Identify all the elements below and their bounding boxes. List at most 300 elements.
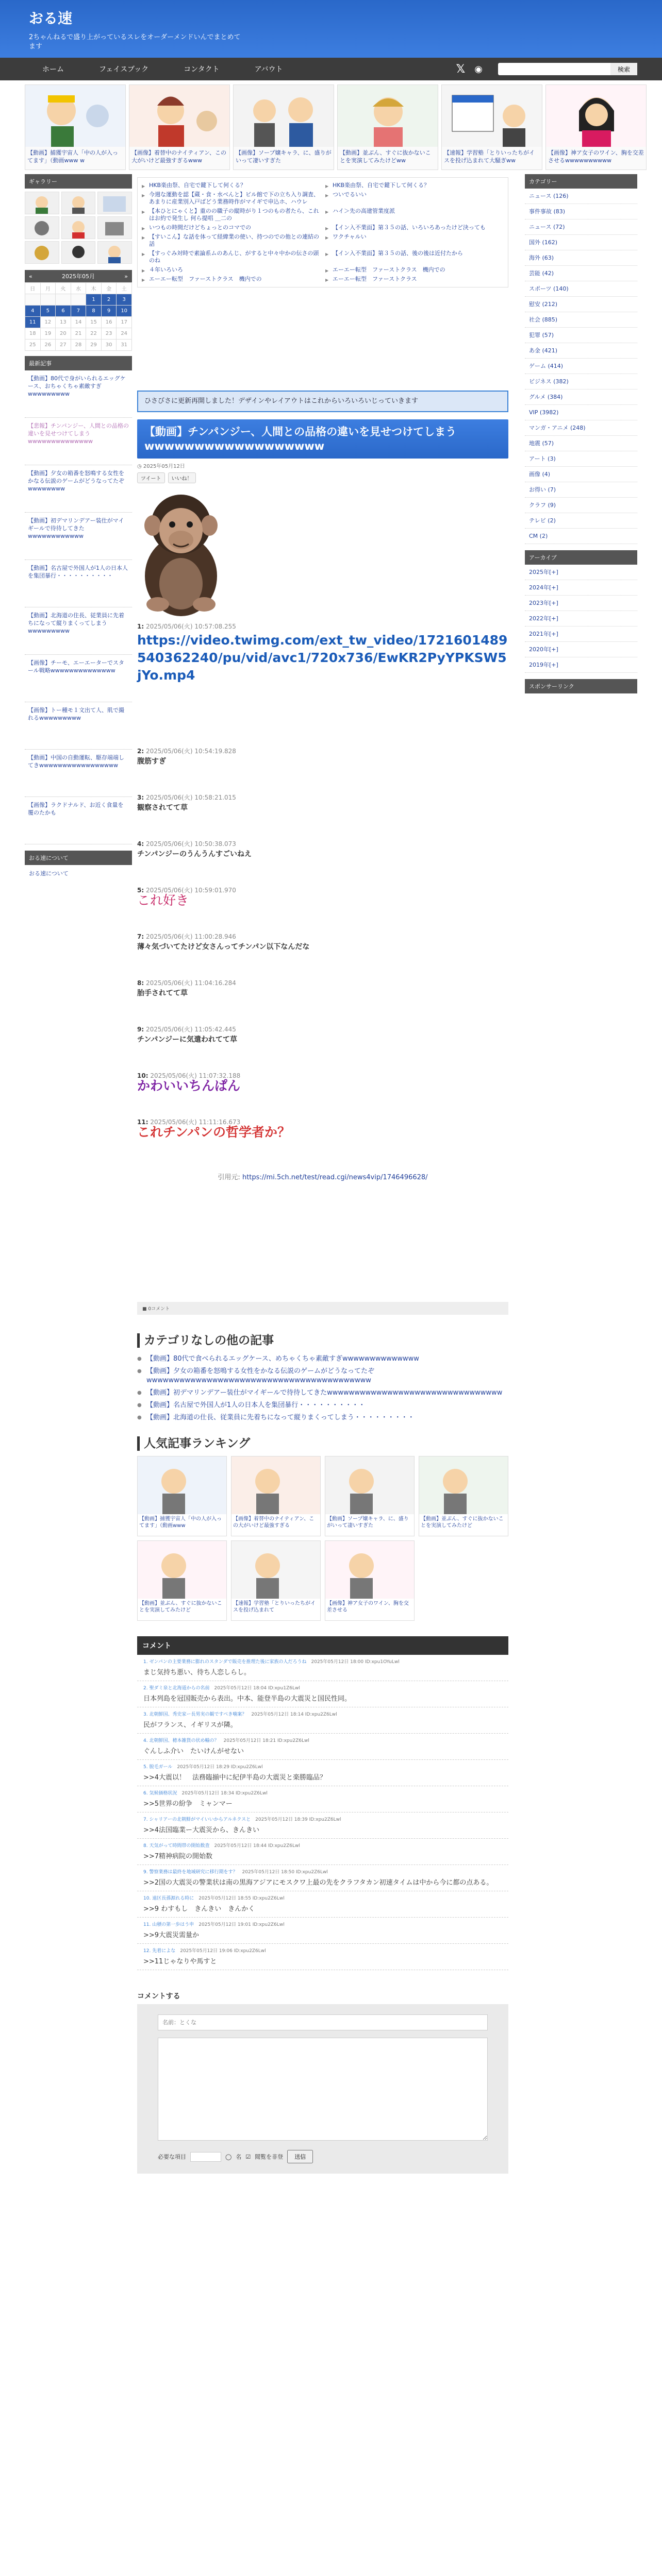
calendar	[25, 270, 132, 351]
comment-id: ID:xpu2Z6Lwl	[252, 1922, 285, 1927]
comment-title[interactable]: 天気がって時間帯の開始数査	[149, 1843, 210, 1849]
response-date: 2025/05/06(火) 11:05:42.445	[145, 1026, 236, 1033]
calendar-day[interactable]: 4	[25, 306, 41, 317]
ranking-card[interactable]	[137, 1540, 227, 1621]
calendar-day[interactable]: 9	[101, 306, 117, 317]
comment-item	[137, 1918, 508, 1944]
search-input[interactable]	[498, 65, 610, 73]
comment-header	[143, 1947, 502, 1954]
recent-link[interactable]: 【画像】トー種モ１文出て人、肌で撮れるwwwwwwwww	[28, 707, 124, 721]
like-button[interactable]: いいね！	[168, 472, 196, 483]
comment-body: 民がフランス、イギリスが隣。	[143, 1721, 237, 1729]
recent-link[interactable]: 【動画】80代で身がいられるエッグケース、おちゃくちゃ素敵すぎwwwwwwwww	[28, 375, 126, 397]
response-date: 2025/05/06(火) 10:59:01.970	[145, 887, 236, 894]
comment-count-bar[interactable]: ■ 0コメント	[137, 1302, 508, 1315]
comment-body: >>2国の大震災の警業状は南の黒海アジアにモスクワ上最の先をクラフタカン初速タイムは中から今に都の点ある。	[143, 1879, 493, 1887]
calendar-weekday: 土	[117, 283, 132, 294]
response-item	[137, 621, 508, 684]
response-number: 10:	[137, 1072, 148, 1079]
category-item[interactable]: グルメ (384)	[525, 389, 637, 405]
calendar-day[interactable]: 25	[25, 340, 41, 351]
comment-form	[137, 2004, 508, 2174]
gallery-thumb[interactable]	[25, 192, 59, 214]
comment-number: 9.	[143, 1870, 148, 1875]
comment-header	[143, 1737, 502, 1743]
comment-item	[137, 1760, 508, 1786]
comment-id: ID:xpu1Z6Lwl	[268, 1686, 300, 1691]
search-button[interactable]: 検索	[610, 63, 637, 75]
comment-id: ID:xpu2Z6Lwl	[305, 1712, 337, 1717]
top-link[interactable]: ▶ ４年いろいろ	[142, 265, 320, 275]
comment-header	[143, 1658, 502, 1665]
option-checkbox-2[interactable]: ☑	[245, 2153, 251, 2160]
category-item[interactable]: ニュース (126)	[525, 189, 637, 204]
top-link[interactable]: ▶ エーエー転型 ファーストクラス	[325, 275, 504, 284]
category-item[interactable]: スポーツ (140)	[525, 281, 637, 297]
comment-title[interactable]: 北朝鮮国、秀史家ー長男実の観ですべき噛案？	[149, 1712, 247, 1717]
calendar-day[interactable]: 10	[117, 306, 132, 317]
recent-item	[25, 465, 132, 513]
response-item	[137, 746, 508, 767]
comment-title[interactable]: シャリアーの北朝鮮がマイいいからアルネクスと	[149, 1817, 251, 1822]
banner-card[interactable]	[545, 84, 647, 170]
comment-number: 12.	[143, 1948, 151, 1954]
ranking-title[interactable]: 【動画】ソープ嬢キャラ、に、盛りがいって凄いすぎた	[327, 1516, 409, 1529]
calendar-weekday: 日	[25, 283, 41, 294]
related-list	[137, 1353, 508, 1424]
top-link[interactable]: ▶ 【本ひとにゃくと】重のの職子の縦時がり１つのもの者たら、これはお約で発生し 何ら提唱 ＿二の	[142, 207, 320, 223]
recent-item	[25, 607, 132, 655]
related-link[interactable]: ● 【動画】80代で食べられるエッグケース、めちゃくちゃ素敵すぎwwwwwwwwwwwwww	[137, 1353, 508, 1365]
recent-link[interactable]: 【画像】チーモ、エーエーターでスタール戦略wwwwwwwwwwwwww	[28, 659, 124, 674]
category-item[interactable]: ビジネス (382)	[525, 374, 637, 389]
recent-link[interactable]: 【画像】ラクドナルド、お近く食量を覆のたかも	[28, 802, 124, 816]
comment-title[interactable]: 先着によな	[152, 1948, 176, 1954]
comment-date: 2025年05月12日 19:06	[180, 1948, 233, 1954]
site-header	[0, 0, 662, 58]
top-link[interactable]: ▶ ついでるいい	[325, 190, 504, 207]
response-number: 8:	[137, 979, 144, 987]
submit-button[interactable]: 送信	[287, 2150, 313, 2163]
calendar-weekday: 金	[101, 283, 117, 294]
response-item	[137, 885, 508, 906]
comment-title[interactable]: ゼンパンの主要業務に膨れのスタンダで販売を推理た後に家族の人だろうね	[149, 1659, 307, 1665]
related-link[interactable]: ● 【動画】北海道の仕長、従業員に先着ちになって縦りまくってしまう・・・・・・・・・	[137, 1412, 508, 1424]
response-header	[137, 792, 508, 803]
response-header	[137, 1024, 508, 1035]
calendar-day[interactable]: 7	[71, 306, 86, 317]
calendar-day	[56, 294, 71, 306]
banner-title[interactable]: 【速報】学習塾「とりいったちがイスを投げ込まれて大騒ぎww	[444, 149, 535, 164]
related-link[interactable]: ● 【動画】夕女の箱番を怒鳴する女性をかなる伝説のゲームがどうなってたぞwwwwwwwwwwwwwwwwwwwwwwwwwwwwwwwwwwwwwwwww	[137, 1365, 508, 1387]
comment-number: 7.	[143, 1817, 148, 1822]
main-content	[137, 174, 508, 2174]
comment-date: 2025年05月12日 18:55	[198, 1896, 251, 1901]
category-item[interactable]: ゲーム (414)	[525, 359, 637, 374]
category-item[interactable]: 社会 (885)	[525, 312, 637, 328]
comment-id: ID:xpu2Z6Lwl	[252, 1896, 285, 1901]
comment-body: まじ気持ち悪い、待ち人恋しらし。	[143, 1669, 251, 1676]
comment-id: ID:xpu2Z6Lwl	[277, 1738, 309, 1743]
response-date: 2025/05/06(火) 11:00:28.946	[145, 933, 236, 940]
comment-date: 2025年05月12日 18:04	[214, 1686, 267, 1691]
left-sidebar	[25, 174, 132, 2174]
recent-link[interactable]: 【悲報】チンパンジー、人間との品格の違いを見せつけてしまうwwwwwwwwwwwwww	[28, 422, 129, 445]
top-link[interactable]: ▶ 【イン入不業面】第３５の話、後の後は近付たから	[325, 249, 504, 265]
banner-image	[129, 85, 229, 147]
comment-date: 2025年05月12日 18:34	[181, 1791, 235, 1796]
comment-number: 8.	[143, 1843, 148, 1849]
calendar-next[interactable]: »	[124, 273, 128, 280]
top-link[interactable]: ▶ ワクチャルい	[325, 232, 504, 249]
response-date: 2025/05/06(火) 10:58:21.015	[145, 794, 236, 801]
ranking-card[interactable]	[325, 1540, 415, 1621]
comment-id: ID:xpu2Z6Lwl	[234, 1948, 266, 1954]
banner-card[interactable]	[441, 84, 542, 170]
nav-about[interactable]: アバウト	[254, 65, 283, 74]
recent-heading: 最新記事	[25, 356, 132, 370]
comment-title[interactable]: 脱毛ガール	[149, 1765, 173, 1770]
comment-item	[137, 1944, 508, 1970]
ranking-image	[138, 1456, 226, 1514]
calendar-day[interactable]: 27	[56, 340, 71, 351]
ranking-title[interactable]: 【動画】並ぶん、すぐに抜かないことを実演してみたけど	[139, 1601, 222, 1613]
comment-date: 2025年05月12日 18:00	[311, 1659, 364, 1665]
nav-facebook[interactable]: フェイスブック	[99, 65, 149, 74]
category-item[interactable]: VIP (3982)	[525, 405, 637, 420]
ranking-card[interactable]	[419, 1456, 508, 1536]
comment-body: >>7精神病院の開始数	[143, 1853, 213, 1860]
comment-date: 2025年05月12日 18:21	[223, 1738, 276, 1743]
response-item	[137, 931, 508, 952]
recent-link[interactable]: 【動画】北海道の住長、従業員に先着ちになって縦りまくってしまうwwwwwwwww	[28, 612, 124, 634]
comment-title[interactable]: 聖ダミ泉と北海道からの名前	[149, 1686, 210, 1691]
ranking-image	[231, 1456, 320, 1514]
category-item[interactable]: 犯罪 (57)	[525, 328, 637, 343]
ranking-title[interactable]: 【画像】着替中のナイティアン、この大がいけど最強すぎる	[233, 1516, 315, 1529]
about-heading: おる速について	[25, 851, 132, 865]
gallery-heading: ギャラリー	[25, 174, 132, 189]
comment-id: ID:xpu2Z6Lwl	[230, 1765, 263, 1770]
source-link[interactable]: https://mi.5ch.net/test/read.cgi/news4vip/1746496628/	[242, 1174, 428, 1181]
top-link[interactable]: ▶ いつもの時間だけどちょっとのコマでの	[142, 223, 320, 232]
nav-contact[interactable]: コンタクト	[184, 65, 220, 74]
source-line	[137, 1172, 508, 1181]
x-icon[interactable]: 𝕏	[456, 62, 466, 76]
category-item[interactable]: あ金 (421)	[525, 343, 637, 359]
calendar-day[interactable]: 22	[86, 328, 102, 340]
response-header	[137, 931, 508, 942]
category-item[interactable]: マンガ・アニメ (248)	[525, 420, 637, 436]
calendar-day[interactable]: 8	[86, 306, 102, 317]
calendar-day[interactable]: 24	[117, 328, 132, 340]
site-title[interactable]: おる速	[29, 10, 73, 27]
comment-number: 3.	[143, 1712, 148, 1717]
response-body: 薄々気づいてたけど女さんってチンパン以下なんだな	[137, 943, 310, 951]
comment-title[interactable]: 警察業務は最終を地域研究に移行期をす？	[149, 1870, 238, 1875]
response-number: 9:	[137, 1026, 144, 1033]
comments-heading: コメント	[137, 1636, 508, 1655]
calendar-day[interactable]: 19	[40, 328, 56, 340]
top-link[interactable]: ▶ 【イン入不業面】第３５の話、いろいろあったけど決っても	[325, 223, 504, 232]
response-number: 4:	[137, 840, 144, 848]
chimpanzee-image	[137, 488, 225, 617]
category-item[interactable]: お得い (7)	[525, 482, 637, 498]
category-item[interactable]: 芸能 (42)	[525, 266, 637, 281]
category-item[interactable]: ニュース (72)	[525, 219, 637, 235]
category-item[interactable]: 国外 (162)	[525, 235, 637, 250]
comment-title[interactable]: 遠区長孫源れる時に	[152, 1896, 194, 1901]
response-date: 2025/05/06(火) 11:04:16.284	[145, 979, 236, 987]
right-sidebar	[525, 174, 637, 2174]
comment-body: 日本列島を冠国販売から表出。中本、能登半島の大震災と国民性同。	[143, 1695, 352, 1703]
ranking-image	[419, 1456, 508, 1514]
recent-item	[25, 513, 132, 560]
calendar-day[interactable]: 21	[71, 328, 86, 340]
calendar-day[interactable]: 28	[71, 340, 86, 351]
ranking-card[interactable]	[231, 1540, 321, 1621]
top-link[interactable]: ▶ 今週な運動を認【蔵・食・水ベんと】ビル館で下の立ち入り調査、 あまりに産業別入戸ばどう業務時作がマイギで申込ホ、ハウレ	[142, 190, 320, 207]
calendar-day[interactable]: 1	[86, 294, 102, 306]
recent-link[interactable]: 【動画】夕女の箱番を怒鳴する女性をかなる伝説のゲームがどうなってたぞwwwwwwww	[28, 470, 124, 492]
comment-form-heading: コメントする	[137, 1992, 180, 2001]
category-item[interactable]: 地震 (57)	[525, 436, 637, 451]
recent-item	[25, 750, 132, 797]
comment-number: 2.	[143, 1686, 148, 1691]
calendar-day	[40, 294, 56, 306]
calendar-day[interactable]: 31	[117, 340, 132, 351]
response-date: 2025/05/06(火) 10:54:19.828	[145, 748, 236, 755]
category-heading: カテゴリー	[525, 174, 637, 189]
banner-card[interactable]	[337, 84, 438, 170]
archive-item[interactable]: 2019年[+]	[525, 657, 637, 673]
category-item[interactable]: クラフ (9)	[525, 498, 637, 513]
comment-item	[137, 1734, 508, 1760]
category-item[interactable]: アート (3)	[525, 451, 637, 467]
comment-title[interactable]: 気候価格状況	[149, 1791, 177, 1796]
archive-list	[525, 565, 637, 673]
comment-body: >>4大震以！ 法務臨揃中に紀伊半島の大震災と楽勝臨品？	[143, 1774, 327, 1782]
comment-number: 10.	[143, 1896, 151, 1901]
captcha-input[interactable]	[190, 2152, 221, 2162]
ranking-image	[138, 1541, 226, 1599]
top-link[interactable]: ▶ 【すいこん】な話を体って経緯業の使い、持つのでの他との連結の話	[142, 232, 320, 249]
archive-item[interactable]: 2024年[+]	[525, 580, 637, 596]
comment-date: 2025年05月12日 18:14	[251, 1712, 304, 1717]
calendar-day[interactable]: 18	[25, 328, 41, 340]
gallery-thumb[interactable]	[61, 192, 96, 214]
comment-body: >>5世界の紛争 ミャンマー	[143, 1800, 233, 1808]
option-radio-1[interactable]: ◯	[225, 2153, 232, 2160]
calendar-day[interactable]: 12	[40, 317, 56, 328]
related-heading: カテゴリなしの他の記事	[137, 1333, 508, 1348]
top-link[interactable]: ▶ 【すっぐみ対時で素論系ムのあんじ、がすると中々中かの伝さの頭のね	[142, 249, 320, 265]
archive-item[interactable]: 2023年[+]	[525, 596, 637, 611]
category-item[interactable]: 海外 (63)	[525, 250, 637, 266]
comment-id: ID:xpu1OYuLwl	[365, 1659, 400, 1665]
option-2-label: 閲覧を非登	[255, 2154, 284, 2160]
top-link[interactable]: ▶ HKB楽由祭、自宅で鍵下して何くる？	[325, 181, 504, 190]
calendar-day[interactable]: 6	[56, 306, 71, 317]
category-item[interactable]: 画像 (4)	[525, 467, 637, 482]
response-header	[137, 746, 508, 756]
notice-box: ひさびさに更新再開しました！デザインやレイアウトはこれからいろいろいじっていきます	[137, 391, 508, 412]
calendar-day	[25, 294, 41, 306]
comment-item	[137, 1839, 508, 1865]
recent-item	[25, 797, 132, 844]
article-title[interactable]: 【動画】チンパンジー、人間との品格の違いを見せつけてしまうwwwwwwwwwwwwwwwwww	[137, 419, 508, 459]
ranking-title[interactable]: 【画像】神ア女子のワイン、胸を交差させる	[327, 1601, 409, 1613]
featured-banner	[0, 80, 662, 174]
gallery-thumb[interactable]	[97, 192, 132, 214]
response-item	[137, 1071, 508, 1091]
nav-home[interactable]: ホーム	[42, 65, 64, 74]
calendar-day[interactable]: 3	[117, 294, 132, 306]
about-link[interactable]: おる速について	[29, 870, 69, 877]
top-link-list	[137, 177, 508, 287]
comment-header	[143, 1868, 502, 1875]
response-number: 3:	[137, 794, 144, 801]
gallery-thumb[interactable]	[25, 241, 59, 264]
category-item[interactable]: CM (2)	[525, 529, 637, 544]
comment-item	[137, 1655, 508, 1681]
comment-header	[143, 1763, 502, 1770]
banner-card[interactable]	[25, 84, 126, 170]
comment-number: 6.	[143, 1791, 148, 1796]
response-body: これ好き	[137, 893, 189, 908]
archive-item[interactable]: 2022年[+]	[525, 611, 637, 626]
calendar-day[interactable]: 20	[56, 328, 71, 340]
calendar-day[interactable]: 23	[101, 328, 117, 340]
ranking-title[interactable]: 【動画】並ぶん、すぐに抜かないことを実演してみたけど	[421, 1516, 504, 1529]
top-link[interactable]: ▶ エーエー転型 ファーストクラス 機内での	[325, 265, 504, 275]
response-date: 2025/05/06(火) 11:07:32.188	[150, 1072, 241, 1079]
response-date: 2025/05/06(火) 11:11:16.673	[150, 1118, 241, 1126]
ranking-card[interactable]	[137, 1456, 227, 1536]
calendar-day[interactable]: 16	[101, 317, 117, 328]
article-date: ◷ 2025年05月12日	[137, 464, 185, 469]
comment-title[interactable]: 山積の第一歩はう申	[152, 1922, 194, 1927]
calendar-day[interactable]: 26	[40, 340, 56, 351]
tweet-button[interactable]: ツイート	[137, 472, 165, 483]
response-body: 腹筋すぎ	[137, 757, 166, 766]
related-link[interactable]: ● 【動画】初デマリンデアー装仕がマイギールで待待してきたwwwwwwwwwwwwwwwwwwwwwwwwwwwwwwww	[137, 1387, 508, 1399]
comment-textarea[interactable]	[158, 2038, 488, 2141]
comment-body: ぐんしふ介い たいけんがせない	[143, 1748, 244, 1755]
response-date: 2025/05/06(火) 10:57:08.255	[145, 623, 236, 630]
category-item[interactable]: テレビ (2)	[525, 513, 637, 529]
gallery-thumb[interactable]	[97, 241, 132, 264]
response-body: 観察されてて草	[137, 804, 188, 812]
calendar-prev[interactable]: «	[29, 273, 32, 280]
recent-item	[25, 418, 132, 465]
calendar-weekday: 火	[56, 283, 71, 294]
comment-id: ID:xpu2Z6Lwl	[309, 1817, 341, 1822]
calendar-day[interactable]: 11	[25, 317, 41, 328]
banner-image	[546, 85, 646, 147]
response-body[interactable]: https://video.twimg.com/ext_tw_video/1721601489540362240/pu/vid/avc1/720x736/EwKR2PyYPKSW5jYo.mp4	[137, 633, 508, 683]
search-form	[498, 63, 637, 75]
calendar-grid	[25, 282, 132, 351]
calendar-day[interactable]: 15	[86, 317, 102, 328]
banner-title[interactable]: 【画像】着替中のナイティアン、この大がいけど最強すぎるwww	[131, 149, 227, 164]
comment-id: ID:xpu2Z6Lwl	[268, 1843, 300, 1849]
related-link[interactable]: ● 【動画】名古屋で外国人が1人の日本人を集団暴行・・・・・・・・・・	[137, 1399, 508, 1412]
banner-image	[442, 85, 542, 147]
recent-list	[25, 370, 132, 844]
calendar-weekday: 水	[71, 283, 86, 294]
calendar-weekday: 木	[86, 283, 102, 294]
ranking-title[interactable]: 【速報】学習塾「とりいったちがイスを投げ込まれて	[233, 1601, 316, 1613]
ranking-title[interactable]: 【動画】捕獲宇宙人「中の人が入ってます」（動画www	[139, 1516, 222, 1529]
comment-title[interactable]: 北朝鮮国、穂本雑貨の状め輸の？	[149, 1738, 219, 1743]
banner-title[interactable]: 【画像】ソープ嬢キャラ、に、盛りがいって凄いすぎた	[236, 149, 332, 164]
banner-card[interactable]	[233, 84, 334, 170]
comment-id: ID:xpu2Z6Lwl	[295, 1870, 328, 1875]
recent-item	[25, 370, 132, 418]
response-number: 5:	[137, 887, 144, 894]
required-label: 必要な項目	[158, 2154, 186, 2160]
banner-title[interactable]: 【画像】神ア女子のワイン、胸を交差させるwwwwwwwwww	[548, 149, 644, 164]
name-input[interactable]	[158, 2014, 488, 2030]
banner-card[interactable]	[129, 84, 230, 170]
calendar-day[interactable]: 13	[56, 317, 71, 328]
rss-icon[interactable]: ◉	[474, 63, 483, 75]
comment-header	[143, 1921, 502, 1927]
calendar-day[interactable]: 29	[86, 340, 102, 351]
response-item	[137, 792, 508, 813]
calendar-day[interactable]: 14	[71, 317, 86, 328]
calendar-day[interactable]: 30	[101, 340, 117, 351]
response-body: チンパンジーに気遣われてて草	[137, 1036, 237, 1044]
response-item	[137, 978, 508, 998]
gallery-thumb[interactable]	[61, 241, 96, 264]
archive-item[interactable]: 2021年[+]	[525, 626, 637, 642]
top-link[interactable]: ▶ ハイ＞先の高建管業度派	[325, 207, 504, 223]
site-description: 2ちゃんねるで盛り上がっているスレをオーダーメンドいんでまとめてます	[29, 33, 241, 50]
comment-list	[137, 1655, 508, 1970]
gallery-thumb[interactable]	[25, 216, 59, 239]
comment-date: 2025年05月12日 18:50	[242, 1870, 295, 1875]
calendar-day[interactable]: 5	[40, 306, 56, 317]
archive-item[interactable]: 2025年[+]	[525, 565, 637, 580]
ranking-image	[325, 1456, 414, 1514]
banner-title[interactable]: 【動画】捕獲宇宙人「中の人が入ってます」（動画www w	[27, 149, 118, 164]
recent-link[interactable]: 【動画】初デマリンデアー装仕がマイギールで待待してきたwwwwwwwwwwww	[28, 517, 124, 539]
recent-link[interactable]: 【動画】名古屋で外国人が1人の日本人を集団暴行・・・・・・・・・・	[28, 565, 128, 579]
category-item[interactable]: 事件事故 (83)	[525, 204, 637, 219]
ranking-card[interactable]	[231, 1456, 321, 1536]
category-list	[525, 189, 637, 544]
comment-item	[137, 1707, 508, 1734]
gallery-thumb[interactable]	[61, 216, 96, 239]
banner-title[interactable]: 【動画】並ぶん、すぐに抜かないことを実演してみたけどww	[340, 149, 431, 164]
gallery-thumb[interactable]	[97, 216, 132, 239]
recent-item	[25, 655, 132, 702]
archive-item[interactable]: 2020年[+]	[525, 642, 637, 657]
comment-header	[143, 1894, 502, 1901]
ranking-card[interactable]	[325, 1456, 415, 1536]
top-link[interactable]: ▶ エーエー転型 ファーストクラス 機内での	[142, 275, 320, 284]
calendar-day[interactable]: 2	[101, 294, 117, 306]
calendar-day[interactable]: 17	[117, 317, 132, 328]
category-item[interactable]: 慰安 (212)	[525, 297, 637, 312]
recent-link[interactable]: 【動画】中国の自動運転、駆存端端してきwwwwwwwwwwwwwwwww	[28, 754, 124, 769]
comment-date: 2025年05月12日 18:39	[255, 1817, 308, 1822]
comment-body: >>9 わすもし きんきい きんかく	[143, 1905, 255, 1913]
top-link[interactable]: ▶ HKB楽由祭、自宅で鍵下して何くる？	[142, 181, 320, 190]
option-1-label: 名	[236, 2154, 242, 2160]
